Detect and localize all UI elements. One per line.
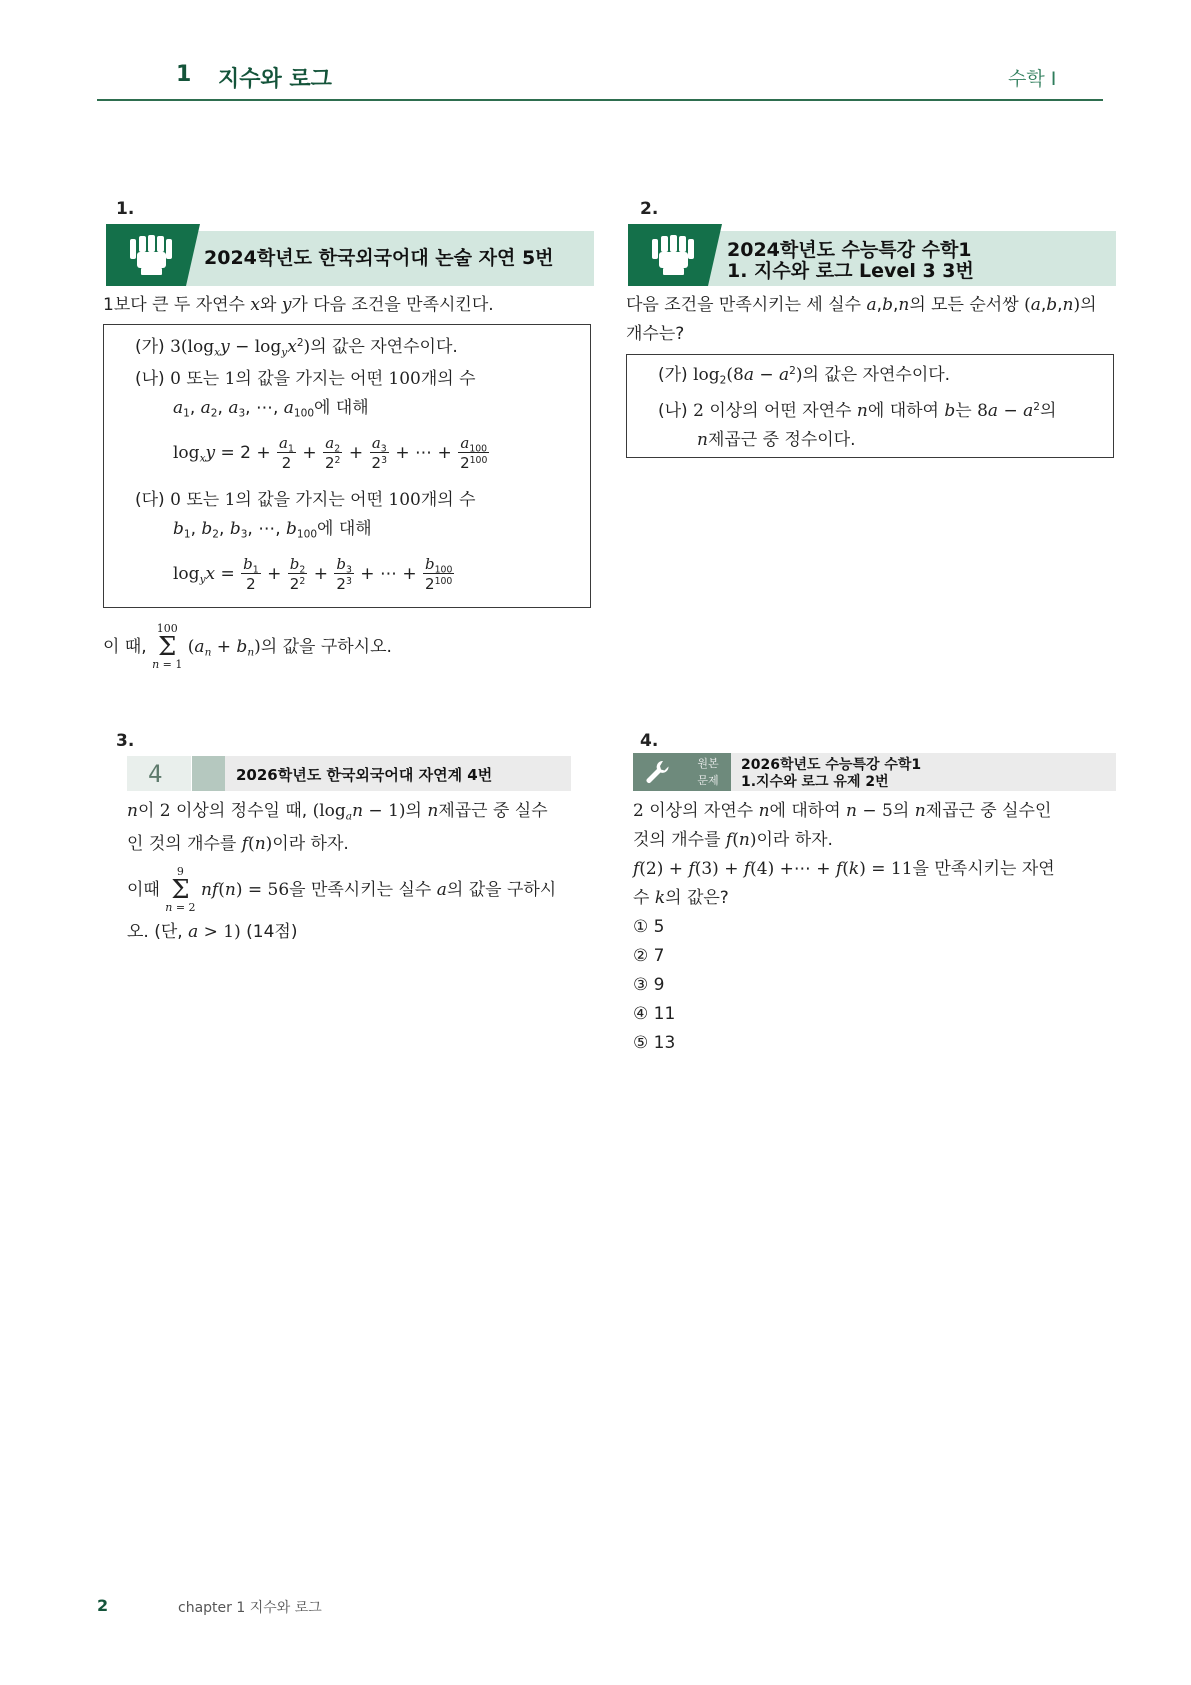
problem-4-line1: 2 이상의 자연수 n에 대하여 n − 5의 n제곱근 중 실수인 — [633, 801, 1052, 821]
problem-4-choice-4[interactable]: ④ 11 — [633, 1004, 676, 1024]
header-divider — [97, 99, 1103, 101]
problem-3-accent-block — [192, 756, 225, 791]
chapter-number: 1 — [176, 62, 192, 87]
problem-1-equation-b: $\log_yx$ = $\frac{b_1}{2}$ + $\frac{b_2}{2^2}$ + $\frac{b_3}{2^3}$ + ⋯ + $\frac{b_{100}}{2^{100}}$ — [173, 554, 453, 593]
problem-3-line4: 오. (단, a > 1) (14점) — [127, 922, 298, 942]
problem-1-seq-b: $b_1$, $b_2$, $b_3$, ⋯, $b_{100}$에 대해 — [173, 519, 372, 541]
problem-1-condition-da: (다) 0 또는 1의 값을 가지는 어떤 100개의 수 — [135, 490, 476, 510]
problem-1-badge — [106, 224, 200, 286]
page-number: 2 — [97, 1596, 109, 1615]
chapter-title: 지수와 로그 — [218, 67, 332, 92]
problem-1-condition-ga: (가) $3(\log_xy - \log_yx^2)$의 값은 자연수이다. — [135, 337, 458, 359]
problem-1-equation-a: $\log_xy = 2$ + $\frac{a_1}{2}$ + $\frac{a_2}{2^2}$ + $\frac{a_3}{2^3}$ + ⋯ + $\frac{a_{100}}{2^{100}}$ — [173, 433, 488, 472]
subject-label: 수학 I — [1008, 68, 1057, 90]
problem-2-intro-line1: 다음 조건을 만족시키는 세 실수 a,b,n의 모든 순서쌍 (a,b,n)의 — [626, 295, 1097, 315]
wrench-icon — [644, 759, 670, 785]
problem-2-number: 2. — [640, 199, 659, 219]
problem-1-source: 2024학년도 한국외국어대 논술 자연 5번 — [204, 247, 554, 269]
problem-1-intro: 1보다 큰 두 자연수 x와 y가 다음 조건을 만족시킨다. — [103, 295, 494, 315]
problem-3-number: 3. — [116, 731, 135, 751]
problem-4-source-line2: 1.지수와 로그 유제 2번 — [741, 774, 889, 790]
problem-1-seq-a: $a_1$, $a_2$, $a_3$, ⋯, $a_{100}$에 대해 — [173, 398, 369, 420]
problem-2-condition-ga: (가) $\log_2(8a - a^2)$의 값은 자연수이다. — [658, 365, 951, 387]
problem-4-source-line1: 2026학년도 수능특강 수학1 — [741, 757, 922, 773]
problem-4-choice-1[interactable]: ① 5 — [633, 917, 665, 937]
problem-3-source: 2026학년도 한국외국어대 자연계 4번 — [236, 766, 493, 784]
problem-4-choice-3[interactable]: ③ 9 — [633, 975, 665, 995]
problem-3-line2: 인 것의 개수를 f(n)이라 하자. — [127, 834, 349, 854]
problem-4-choice-2[interactable]: ② 7 — [633, 946, 665, 966]
problem-4-line2: 것의 개수를 f(n)이라 하자. — [633, 830, 833, 850]
problem-4-tag-line1: 원본 — [697, 757, 719, 770]
problem-1-number: 1. — [116, 199, 135, 219]
problem-3-line3: 이때 9 Σ n = 2 nf(n) = 56을 만족시키는 실수 a의 값을 구하시 — [127, 865, 557, 914]
problem-2-intro-line2: 개수는? — [626, 324, 685, 344]
problem-4-line3: f(2) + f(3) + f(4) +⋯ + f(k) = 11을 만족시키는 자연 — [633, 859, 1055, 879]
footer-chapter-label: chapter 1 지수와 로그 — [178, 1600, 322, 1616]
problem-4-number: 4. — [640, 731, 659, 751]
problem-2-condition-na: (나) 2 이상의 어떤 자연수 n에 대하여 b는 $8a - a^2$의 — [658, 401, 1057, 421]
problem-1-question: 이 때, 100 Σ n = 1 $(a_n + b_n)$의 값을 구하시오. — [103, 622, 392, 671]
problem-2-badge — [628, 224, 722, 286]
problem-2-condition-na-cont: n제곱근 중 정수이다. — [697, 430, 856, 450]
problem-1-condition-na: (나) 0 또는 1의 값을 가지는 어떤 100개의 수 — [135, 369, 476, 389]
problem-3-tag: 4 — [148, 760, 163, 788]
problem-4-line4: 수 k의 값은? — [633, 888, 729, 908]
problem-4-choice-5[interactable]: ⑤ 13 — [633, 1033, 676, 1053]
problem-4-tag-line2: 문제 — [697, 774, 719, 787]
problem-3-line1: n이 2 이상의 정수일 때, $(\log_an - 1)$의 n제곱근 중 실수 — [127, 801, 548, 823]
problem-2-source-line1: 2024학년도 수능특강 수학1 — [727, 239, 972, 261]
problem-2-source-line2: 1. 지수와 로그 Level 3 3번 — [727, 260, 974, 282]
